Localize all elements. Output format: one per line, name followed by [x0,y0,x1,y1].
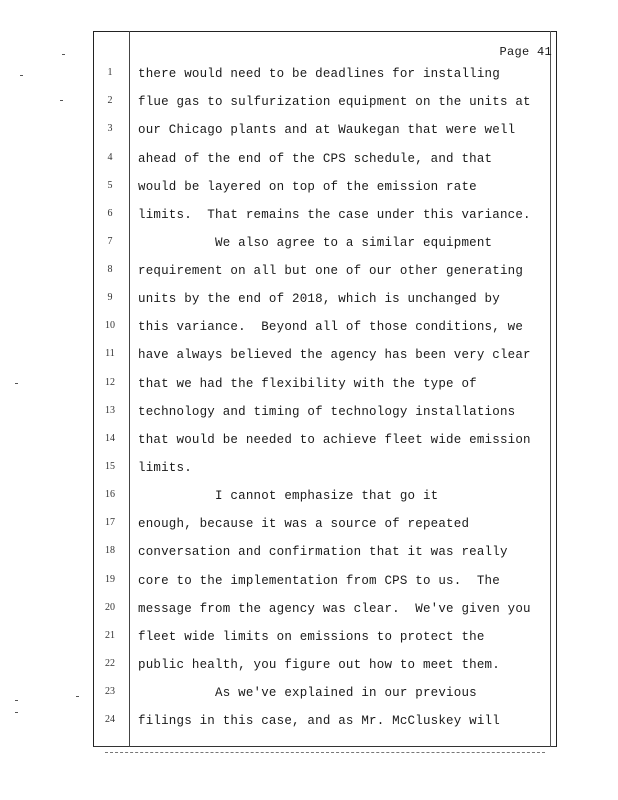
line-number: 17 [105,517,115,528]
line-number: 10 [105,320,115,331]
line-number: 18 [105,545,115,556]
line-number: 8 [107,264,113,275]
line-number: 20 [105,602,115,613]
line-number: 9 [107,292,113,303]
line-number: 21 [105,630,115,641]
transcript-line: have always believed the agency has been very clear [138,348,531,362]
transcript-line: this variance. Beyond all of those conditions, we [138,320,524,334]
transcript-line: technology and timing of technology installations [138,405,516,419]
scan-speck [15,712,18,713]
transcript-line: that we had the flexibility with the type of [138,377,477,391]
transcript-line: message from the agency was clear. We've given you [138,602,531,616]
scan-speck [62,54,65,55]
transcript-line: We also agree to a similar equipment [138,236,493,250]
transcript-line: conversation and confirmation that it was really [138,545,508,559]
transcript-line: our Chicago plants and at Waukegan that were well [138,123,516,137]
line-number: 3 [107,123,113,134]
transcript-line: limits. [138,461,192,475]
line-number: 16 [105,489,115,500]
transcript-line: units by the end of 2018, which is unchanged by [138,292,500,306]
transcript-line: public health, you figure out how to meet them. [138,658,500,672]
transcript-line: enough, because it was a source of repeated [138,517,470,531]
line-number: 6 [107,208,113,219]
transcript-line: requirement on all but one of our other generating [138,264,524,278]
transcript-line: there would need to be deadlines for installing [138,67,500,81]
line-number: 4 [107,152,113,163]
scan-speck [15,383,18,384]
transcript-line: fleet wide limits on emissions to protect the [138,630,485,644]
footer-rule [105,752,545,753]
transcript-line: limits. That remains the case under this variance. [138,208,531,222]
transcript-line: that would be needed to achieve fleet wide emission [138,433,531,447]
line-number: 19 [105,574,115,585]
line-number: 13 [105,405,115,416]
scan-speck [20,75,23,76]
transcript-line: would be layered on top of the emission rate [138,180,477,194]
scan-speck [15,700,18,701]
line-number: 7 [107,236,113,247]
line-number: 11 [105,348,115,359]
transcript-line: As we've explained in our previous [138,686,477,700]
line-number: 22 [105,658,115,669]
transcript-line: flue gas to sulfurization equipment on the units at [138,95,531,109]
transcript-line: filings in this case, and as Mr. McCluskey will [138,714,500,728]
page-number-label: Page 41 [499,45,552,59]
line-number: 5 [107,180,113,191]
line-number-margin-rule [129,31,130,747]
transcript-line: I cannot emphasize that go it [138,489,439,503]
right-margin-rule [550,31,551,747]
line-number: 1 [107,67,113,78]
line-number: 15 [105,461,115,472]
line-number: 12 [105,377,115,388]
line-number: 2 [107,95,113,106]
line-number: 24 [105,714,115,725]
line-number: 23 [105,686,115,697]
line-number: 14 [105,433,115,444]
scan-speck [60,100,63,101]
transcript-line: ahead of the end of the CPS schedule, and that [138,152,493,166]
transcript-line: core to the implementation from CPS to us. The [138,574,500,588]
scan-speck [76,696,79,697]
